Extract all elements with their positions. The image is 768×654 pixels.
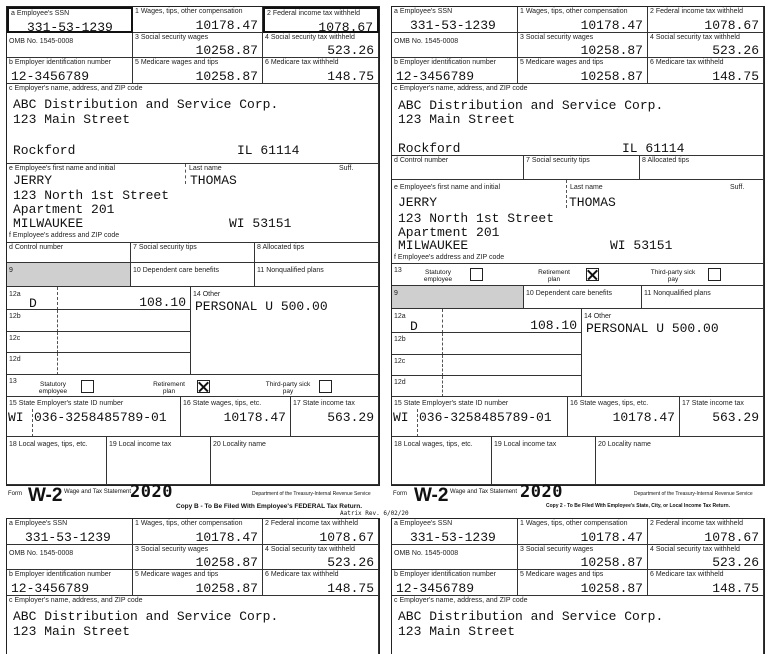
employer-name: ABC Distribution and Service Corp. [13, 97, 279, 112]
med-wages-value: 10258.87 [580, 69, 643, 84]
form-name: W-2 [414, 485, 449, 506]
box-6-medicare-tax [648, 58, 764, 84]
box-9 [7, 263, 131, 287]
employer-street: 123 Main Street [13, 112, 131, 127]
box-17-state-tax [680, 397, 764, 437]
employee-city: MILWAUKEE [13, 216, 84, 231]
retirement-checkbox[interactable] [197, 380, 210, 393]
label: 1 Wages, tips, other compensation [520, 8, 628, 15]
box-3-ss-wages [133, 33, 263, 58]
box-16-state-wages [181, 397, 291, 437]
label: b Employer identification number [394, 59, 496, 66]
employee-apt: Apartment 201 [398, 225, 500, 240]
label: 7 Social security tips [526, 157, 590, 164]
statutory-label: Statutory employee [38, 381, 68, 395]
box-13 [7, 375, 379, 397]
label: 13 [9, 378, 17, 385]
box-12d [7, 353, 191, 375]
label: 12d [9, 356, 21, 363]
label: 4 Social security tax withheld [650, 34, 740, 41]
ss-wages-value: 10258.87 [195, 555, 258, 570]
w2-form-copy-b [6, 6, 380, 486]
label: 11 Nonqualified plans [644, 290, 711, 297]
box-c-employer [7, 596, 379, 654]
box-12b [7, 310, 191, 332]
label: 1 Wages, tips, other compensation [520, 520, 628, 527]
retirement-label: Retirement plan [538, 269, 570, 283]
box-12a [392, 309, 582, 333]
label: 9 [394, 290, 398, 297]
amount-12a: 108.10 [139, 295, 186, 310]
divider [185, 164, 186, 184]
label: 6 Medicare tax withheld [650, 571, 724, 578]
divider [442, 309, 443, 333]
ssn-value: 331-53-1239 [27, 20, 113, 33]
label: 16 State wages, tips, etc. [183, 400, 262, 407]
label: 2 Federal income tax withheld [650, 8, 743, 15]
label: 4 Social security tax withheld [650, 546, 740, 553]
w2-form-copy-c [6, 518, 380, 654]
label: 3 Social security wages [135, 34, 209, 41]
box-18-local-wages [392, 437, 492, 485]
fed-tax-value: 1078.67 [704, 18, 759, 33]
label: 14 Other [584, 313, 612, 320]
box-11-nonqualified [642, 286, 764, 309]
w2-form-copy-1 [391, 518, 765, 654]
label: 12c [9, 335, 21, 342]
label: f Employee's address and ZIP code [9, 232, 120, 239]
last-name-label: Last name [570, 184, 603, 191]
divider [566, 180, 567, 208]
box-a-ssn [392, 519, 518, 545]
label: 5 Medicare wages and tips [520, 571, 604, 578]
form-label: Form [393, 491, 407, 497]
box-2-federal-tax [648, 7, 764, 33]
state-id: 036-3258485789-01 [419, 410, 552, 425]
box-3-ss-wages [518, 545, 648, 570]
label: 14 Other [193, 291, 221, 298]
box-10-dependent-care [524, 286, 642, 309]
box-a-ssn [7, 7, 133, 33]
box-8-allocated-tips [255, 243, 379, 263]
label: 10 Dependent care benefits [133, 267, 220, 274]
code-12a: D [410, 319, 418, 333]
label: 5 Medicare wages and tips [520, 59, 604, 66]
label: 15 State Employer's state ID number [9, 400, 124, 407]
label: b Employer identification number [394, 571, 496, 578]
label: 5 Medicare wages and tips [135, 59, 219, 66]
box-3-ss-wages [518, 33, 648, 58]
box-d-control [392, 156, 524, 180]
box-5-medicare-wages [133, 58, 263, 84]
dept-treasury: Department of the Treasury-Internal Revenue Service [252, 491, 371, 497]
box-1-wages [518, 519, 648, 545]
label: b Employer identification number [9, 571, 111, 578]
label: 19 Local income tax [109, 441, 172, 448]
box-14-other [191, 287, 379, 375]
med-tax-value: 148.75 [712, 69, 759, 84]
box-1-wages [133, 519, 263, 545]
employer-state-zip: IL 61114 [237, 143, 300, 158]
wage-tax-statement: Wage and Tax Statement [450, 489, 518, 495]
employee-apt: Apartment 201 [13, 202, 115, 217]
med-tax-value: 148.75 [327, 69, 374, 84]
label: 1 Wages, tips, other compensation [135, 8, 243, 15]
state-tax-value: 563.29 [712, 410, 759, 425]
omb-number [392, 33, 518, 58]
ss-tax-value: 523.26 [712, 43, 759, 58]
form-label: Form [8, 491, 22, 497]
label: 12d [394, 379, 406, 386]
form-year: 2020 [520, 482, 563, 502]
box-4-ss-tax [648, 545, 764, 570]
label: 12b [394, 336, 406, 343]
state-tax-value: 563.29 [327, 410, 374, 425]
employer-state-zip: IL 61114 [622, 141, 685, 156]
divider [57, 332, 58, 353]
label: a Employee's SSN [394, 520, 453, 527]
label: a Employee's SSN [11, 10, 70, 17]
label: OMB No. 1545-0008 [394, 550, 459, 557]
label: 18 Local wages, tips, etc. [394, 441, 473, 448]
label: 2 Federal income tax withheld [265, 520, 358, 527]
box-4-ss-tax [648, 33, 764, 58]
label: 10 Dependent care benefits [526, 290, 613, 297]
copy-2-instruction: Copy 2 - To Be Filed With Employee's State, City, or Local Income Tax Return. [546, 503, 730, 509]
box-12b [392, 333, 582, 355]
wages-value: 10178.47 [195, 18, 258, 33]
box-5-medicare-wages [518, 58, 648, 84]
med-wages-value: 10258.87 [195, 581, 258, 596]
state-id: 036-3258485789-01 [34, 410, 167, 425]
label: 3 Social security wages [135, 546, 209, 553]
employee-state-zip: WI 53151 [229, 216, 292, 231]
wages-value: 10178.47 [580, 18, 643, 33]
label: 4 Social security tax withheld [265, 34, 355, 41]
box-12d [392, 376, 582, 397]
label: 3 Social security wages [520, 34, 594, 41]
statutory-label: Statutory employee [423, 269, 453, 283]
box-14-other [582, 309, 764, 397]
box-15-state [392, 397, 568, 437]
ss-wages-value: 10258.87 [580, 43, 643, 58]
wages-value: 10178.47 [580, 530, 643, 545]
box-13 [392, 264, 764, 286]
state-wages-value: 10178.47 [612, 410, 675, 425]
label: 6 Medicare tax withheld [650, 59, 724, 66]
box-18-local-wages [7, 437, 107, 485]
thirdparty-label: Third-party sick pay [265, 381, 311, 395]
label: 19 Local income tax [494, 441, 557, 448]
label: 20 Locality name [598, 441, 651, 448]
other-value: PERSONAL U 500.00 [195, 299, 328, 314]
divider [32, 409, 33, 437]
ein-value: 12-3456789 [396, 581, 475, 596]
divider [442, 376, 443, 397]
divider [417, 409, 418, 437]
first-name: JERRY [398, 195, 438, 210]
label: 7 Social security tips [133, 244, 197, 251]
ss-tax-value: 523.26 [327, 555, 374, 570]
employer-city: Rockford [398, 141, 461, 156]
fed-tax-value: 1078.67 [704, 530, 759, 545]
state-code: WI [393, 410, 409, 425]
label: 13 [394, 267, 402, 274]
box-a-ssn [392, 7, 518, 33]
med-tax-value: 148.75 [712, 581, 759, 596]
fed-tax-value: 1078.67 [319, 530, 374, 545]
label: d Control number [9, 244, 64, 251]
label: a Employee's SSN [9, 520, 68, 527]
employer-street: 123 Main Street [398, 624, 516, 639]
box-6-medicare-tax [648, 570, 764, 596]
label: b Employer identification number [9, 59, 111, 66]
box-5-medicare-wages [518, 570, 648, 596]
box-20-locality [596, 437, 764, 485]
box-12a [7, 287, 191, 310]
ss-wages-value: 10258.87 [195, 43, 258, 58]
label: c Employer's name, address, and ZIP code [394, 597, 528, 604]
box-c-employer [392, 596, 764, 654]
med-wages-value: 10258.87 [580, 581, 643, 596]
employer-name: ABC Distribution and Service Corp. [13, 609, 279, 624]
box-11-nonqualified [255, 263, 379, 287]
label: 16 State wages, tips, etc. [570, 400, 649, 407]
box-2-federal-tax [263, 519, 379, 545]
box-9 [392, 286, 524, 309]
label: 9 [9, 267, 13, 274]
label: 15 State Employer's state ID number [394, 400, 509, 407]
box-1-wages [133, 7, 263, 33]
box-4-ss-tax [263, 33, 379, 58]
box-12c [392, 355, 582, 376]
last-name: THOMAS [569, 195, 616, 210]
ssn-value: 331-53-1239 [410, 18, 496, 33]
label: c Employer's name, address, and ZIP code [9, 85, 143, 92]
box-16-state-wages [568, 397, 680, 437]
wages-value: 10178.47 [195, 530, 258, 545]
box-6-medicare-tax [263, 570, 379, 596]
label: 11 Nonqualified plans [257, 267, 324, 274]
label: 3 Social security wages [520, 546, 594, 553]
employer-street: 123 Main Street [398, 112, 516, 127]
employee-street: 123 North 1st Street [13, 188, 170, 203]
label: e Employee's first name and initial [9, 165, 115, 172]
ein-value: 12-3456789 [11, 581, 90, 596]
employer-city: Rockford [13, 143, 76, 158]
label: 6 Medicare tax withheld [265, 59, 339, 66]
label: 12a [394, 313, 406, 320]
form-year: 2020 [130, 482, 173, 502]
last-name: THOMAS [190, 173, 237, 188]
divider [57, 310, 58, 332]
label: c Employer's name, address, and ZIP code [9, 597, 143, 604]
box-10-dependent-care [131, 263, 255, 287]
ein-value: 12-3456789 [11, 69, 90, 84]
employer-street: 123 Main Street [13, 624, 131, 639]
divider [57, 287, 58, 310]
thirdparty-checkbox[interactable] [319, 380, 332, 393]
label: 4 Social security tax withheld [265, 546, 355, 553]
label: c Employer's name, address, and ZIP code [394, 85, 528, 92]
box-5-medicare-wages [133, 570, 263, 596]
box-19-local-tax [107, 437, 211, 485]
box-15-state [7, 397, 181, 437]
box-2-federal-tax [648, 519, 764, 545]
ss-tax-value: 523.26 [712, 555, 759, 570]
statutory-checkbox[interactable] [81, 380, 94, 393]
label: 6 Medicare tax withheld [265, 571, 339, 578]
divider [57, 353, 58, 375]
box-b-ein [7, 570, 133, 596]
box-e-employee [7, 164, 379, 243]
employee-city: MILWAUKEE [398, 238, 469, 253]
code-12a: D [29, 296, 37, 310]
box-6-medicare-tax [263, 58, 379, 84]
statutory-checkbox[interactable] [470, 268, 483, 281]
last-name-label: Last name [189, 165, 222, 172]
label: 18 Local wages, tips, etc. [9, 441, 88, 448]
label: 8 Allocated tips [257, 244, 305, 251]
w2-form-copy-2 [391, 6, 765, 486]
ein-value: 12-3456789 [396, 69, 475, 84]
omb-number [7, 33, 133, 58]
form-name: W-2 [28, 485, 63, 506]
ss-tax-value: 523.26 [327, 43, 374, 58]
box-17-state-tax [291, 397, 379, 437]
label: 12b [9, 313, 21, 320]
label: OMB No. 1545-0008 [394, 38, 459, 45]
med-tax-value: 148.75 [327, 581, 374, 596]
label: OMB No. 1545-0008 [9, 550, 74, 557]
label: 5 Medicare wages and tips [135, 571, 219, 578]
dept-treasury: Department of the Treasury-Internal Revenue Service [634, 491, 753, 497]
box-b-ein [7, 58, 133, 84]
box-20-locality [211, 437, 379, 485]
box-d-control [7, 243, 131, 263]
fed-tax-value: 1078.67 [318, 20, 373, 33]
suffix-label: Suff. [730, 184, 745, 191]
box-b-ein [392, 570, 518, 596]
employer-name: ABC Distribution and Service Corp. [398, 98, 664, 113]
box-a-ssn [7, 519, 133, 545]
box-c-employer [7, 84, 379, 164]
ssn-value: 331-53-1239 [25, 530, 111, 545]
wage-tax-statement: Wage and Tax Statement [64, 489, 132, 495]
box-12c [7, 332, 191, 353]
label: 8 Allocated tips [642, 157, 690, 164]
box-7-ss-tips [524, 156, 640, 180]
label: a Employee's SSN [394, 8, 453, 15]
label: 17 State income tax [293, 400, 355, 407]
first-name: JERRY [13, 173, 53, 188]
thirdparty-label: Third-party sick pay [650, 269, 696, 283]
label: f Employee's address and ZIP code [394, 254, 505, 261]
label: e Employee's first name and initial [394, 184, 500, 191]
divider [442, 333, 443, 355]
box-19-local-tax [492, 437, 596, 485]
label: 2 Federal income tax withheld [267, 10, 360, 17]
box-1-wages [518, 7, 648, 33]
label: 17 State income tax [682, 400, 744, 407]
med-wages-value: 10258.87 [195, 69, 258, 84]
other-value: PERSONAL U 500.00 [586, 321, 719, 336]
omb-number [7, 545, 133, 570]
retirement-checkbox[interactable] [586, 268, 599, 281]
employer-name: ABC Distribution and Service Corp. [398, 609, 664, 624]
box-2-federal-tax [263, 7, 379, 33]
state-wages-value: 10178.47 [223, 410, 286, 425]
suffix-label: Suff. [339, 165, 354, 172]
aatrix-rev: Aatrix Rev. 6/02/20 [340, 510, 409, 517]
label: 12a [9, 291, 21, 298]
copy-b-instruction: Copy B - To Be Filed With Employee's FEDERAL Tax Return. [176, 503, 363, 510]
omb-number [392, 545, 518, 570]
box-e-employee [392, 180, 764, 264]
label: 12c [394, 358, 406, 365]
employee-state-zip: WI 53151 [610, 238, 673, 253]
box-c-employer [392, 84, 764, 156]
employee-street: 123 North 1st Street [398, 211, 555, 226]
label: 1 Wages, tips, other compensation [135, 520, 243, 527]
box-4-ss-tax [263, 545, 379, 570]
state-code: WI [8, 410, 24, 425]
ss-wages-value: 10258.87 [580, 555, 643, 570]
box-8-allocated-tips [640, 156, 764, 180]
retirement-label: Retirement plan [153, 381, 185, 395]
label: 20 Locality name [213, 441, 266, 448]
divider [442, 355, 443, 376]
label: d Control number [394, 157, 449, 164]
amount-12a: 108.10 [530, 318, 577, 333]
label: OMB No. 1545-0008 [9, 38, 74, 45]
label: 2 Federal income tax withheld [650, 520, 743, 527]
box-3-ss-wages [133, 545, 263, 570]
box-7-ss-tips [131, 243, 255, 263]
box-b-ein [392, 58, 518, 84]
ssn-value: 331-53-1239 [410, 530, 496, 545]
thirdparty-checkbox[interactable] [708, 268, 721, 281]
